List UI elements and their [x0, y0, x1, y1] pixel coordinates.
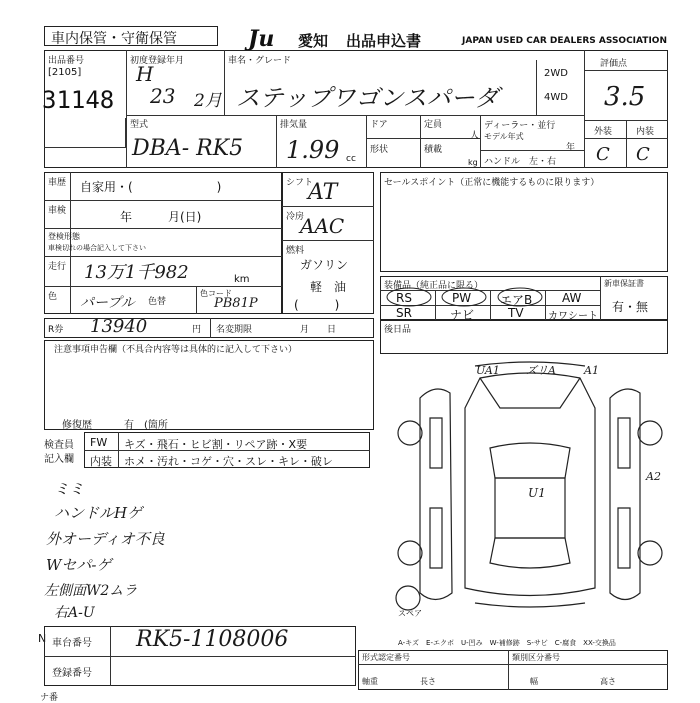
rear-item-box [380, 320, 668, 354]
handle-label: ハンドル 左・右 [484, 157, 557, 167]
model-code-label: 型式 [130, 120, 149, 130]
fuel-other: ( ) [294, 298, 340, 312]
equip-airbag: エアB [500, 293, 533, 307]
mark-n: N [38, 632, 47, 645]
bottom-cut-label: ナ番 [40, 693, 59, 703]
dealer-label: ディーラー・並行 [484, 121, 556, 131]
mileage-unit: km [234, 274, 250, 285]
drive-2wd: 2WD [544, 68, 568, 79]
first-reg-era: H [136, 62, 154, 86]
load-unit: kg [468, 158, 478, 167]
association-name: JAPAN USED CAR DEALERS ASSOCIATION [462, 36, 667, 46]
mark-top-right: A1 [584, 364, 599, 377]
equip-rs: RS [396, 291, 412, 305]
displacement: 1.99 [286, 136, 340, 164]
ac-label: 冷房 [286, 212, 305, 222]
diagram-legend: A-キズ E-エクボ U-凹み W-補修跡 S-サビ C-腐食 XX-交換品 [398, 639, 616, 647]
color-change-label: 色替 [148, 297, 167, 307]
reg-label: 登録番号 [52, 668, 92, 679]
lot-number: 31148 [42, 86, 115, 114]
class-label: 類別区分番号 [512, 653, 560, 662]
capacity-label: 定員 [424, 120, 443, 130]
mark-right: A2 [646, 470, 661, 483]
equip-navi: ナビ [450, 308, 475, 322]
equipment-circles [384, 284, 584, 308]
grade-value: 3.5 [604, 82, 646, 112]
width-label: 幅 [530, 677, 538, 686]
repair-label: 修復歴 [62, 420, 92, 431]
note-line-4: Wセパ-ゲ [46, 556, 112, 574]
note-line-1: ミミ [54, 480, 85, 498]
interior-label: 内装 [636, 127, 655, 137]
mileage-label: 走行 [48, 262, 67, 272]
recycle-unit: 円 [192, 325, 202, 335]
interior-row-label: 内装 [90, 455, 112, 468]
fw-items: キズ・飛石・ヒビ割・リペア跡・X要 [124, 438, 308, 451]
grade-label: 評価点 [600, 59, 628, 69]
storage-stamp: 車内保管・守衛保管 [51, 31, 177, 47]
equipment-label: 装備品（純正品に限る） [384, 281, 484, 291]
history-label: 車歴 [48, 178, 67, 188]
storage-stamp-box [44, 26, 218, 46]
recycle-label: R券 [48, 325, 64, 335]
capacity-unit: 人 [470, 131, 480, 141]
chassis-value: RK5-1108006 [136, 627, 289, 652]
rear-item-label: 後日品 [384, 325, 412, 335]
form-cert-label: 形式認定番号 [362, 653, 410, 662]
displacement-label: 排気量 [280, 120, 308, 130]
model-grade-label: 車名・グレード [228, 56, 292, 66]
history-value: 自家用・( ) [80, 180, 222, 194]
mark-top-center: ズリA [526, 364, 556, 377]
note-line-5: 左側面W2ムラ [44, 583, 138, 599]
notes-label: 注意事項申告欄（不具合内容等は具体的に記入して下さい） [54, 345, 298, 355]
inspection-value: 年 月(日) [120, 210, 202, 224]
equip-pw: PW [452, 291, 472, 305]
model-name: ステップワゴンスパーダ [236, 84, 499, 112]
warranty-value: 有・無 [612, 300, 649, 314]
load-label: 積載 [424, 145, 443, 155]
entry-label: 記入欄 [44, 454, 74, 465]
deadline-value: 月 日 [300, 325, 337, 335]
equip-seat: カワシート [548, 311, 598, 322]
note-line-3: 外オーディオ不良 [46, 530, 165, 548]
sales-point-label: セールスポイント（正常に機能するものに限ります） [384, 178, 600, 188]
equip-sr: SR [396, 306, 412, 320]
deadline-label: 名変期限 [216, 325, 253, 335]
drive-4wd: 4WD [544, 92, 568, 103]
lot-label: 出品番号 [48, 56, 85, 66]
exterior-value: C [596, 144, 610, 165]
interior-items: ホメ・汚れ・コゲ・穴・スレ・キレ・破レ [124, 455, 333, 468]
first-reg-month: 2月 [194, 91, 222, 111]
warranty-label: 新車保証書 [604, 279, 644, 288]
inspector-label: 検査員 [44, 440, 74, 451]
mileage-value: 13万1千982 [84, 262, 189, 283]
color-code-label: 色コード [200, 289, 232, 298]
fuel-label: 燃料 [286, 246, 305, 256]
model-code: DBA- RK5 [132, 136, 244, 161]
shape-label: 形状 [370, 145, 389, 155]
height-label: 高さ [600, 677, 616, 686]
note-line-2: ハンドルHゲ [54, 504, 143, 522]
fw-label: FW [90, 436, 108, 449]
color-value: パープル [80, 295, 135, 311]
model-year-label: モデル年式 [484, 132, 524, 141]
exempt-label: 登検形態 [48, 232, 80, 241]
inspection-label: 車検 [48, 206, 67, 216]
equip-aw: AW [562, 291, 582, 305]
shift-label: シフト [286, 178, 314, 188]
exterior-label: 外装 [594, 127, 613, 137]
car-damage-diagram [380, 358, 670, 628]
mark-center: U1 [528, 486, 546, 500]
repair-value: 有 (箇所 [124, 420, 168, 431]
first-reg-year: 23 [150, 84, 176, 108]
displacement-unit: cc [346, 154, 356, 164]
length-label: 長さ [420, 677, 436, 686]
model-year-suffix: 年 [566, 143, 576, 153]
color-label: 色 [48, 292, 58, 302]
form-title: 出品申込書 [346, 32, 422, 50]
door-label: ドア [370, 120, 388, 130]
lot-sub-number: [2105] [48, 67, 82, 78]
equip-tv: TV [508, 306, 524, 320]
color-code: PB81P [214, 296, 258, 311]
wheelbase-label: 軸重 [362, 677, 378, 686]
org-name: 愛知 [298, 32, 329, 50]
note-line-6: 右A-U [54, 605, 95, 621]
first-reg-label: 初度登録年月 [130, 56, 185, 66]
exempt-note: 車検切れの場合記入して下さい [48, 244, 146, 252]
mark-top-left: UA1 [476, 364, 500, 377]
spare-label: スペア [398, 609, 422, 618]
fuel-gas: ガソリン [300, 258, 349, 272]
ac-value: AAC [300, 214, 345, 238]
chassis-label: 車台番号 [52, 638, 92, 649]
shift-value: AT [308, 180, 338, 205]
ju-logo: Ju [248, 26, 275, 52]
fuel-oil: 軽 油 [310, 280, 347, 294]
interior-value: C [636, 144, 650, 165]
recycle-value: 13940 [90, 316, 148, 337]
